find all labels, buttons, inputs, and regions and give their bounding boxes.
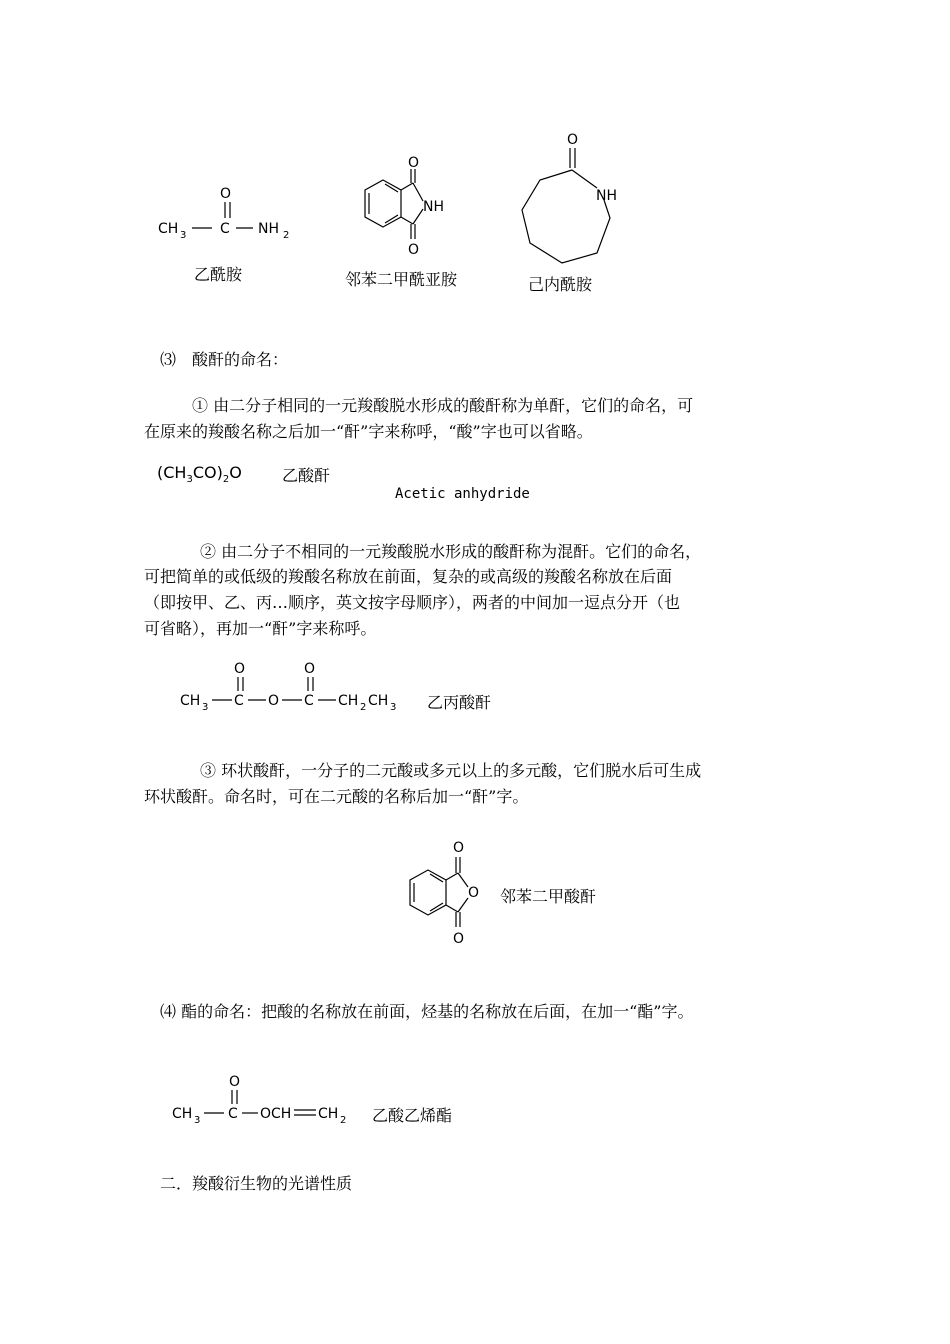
anhydride-heading: ⑶ 酸酐的命名：	[160, 350, 289, 369]
phthalic-anhydride-label: 邻苯二甲酸酐	[500, 887, 597, 906]
svg-text:CH: CH	[338, 693, 359, 709]
svg-text:O: O	[268, 693, 280, 709]
svg-text:2: 2	[283, 230, 290, 241]
svg-text:3: 3	[194, 1115, 201, 1126]
svg-text:O: O	[453, 931, 465, 947]
caprolactam-structure	[512, 128, 632, 278]
phthalimide-structure	[355, 155, 465, 265]
acetic-anhydride-label: 乙酸酐	[282, 466, 331, 485]
acetamide-nh: NH	[258, 221, 279, 237]
svg-text:C: C	[304, 693, 314, 709]
anhydride-p2-line2: 可把简单的或低级的羧酸名称放在前面，复杂的或高级的羧酸名称放在后面	[144, 567, 673, 586]
acetamide-structure	[150, 180, 300, 250]
phthalimide-nh: NH	[423, 199, 444, 215]
anhydride-p1-line1: ① 由二分子相同的一元羧酸脱水形成的酸酐称为单酐，它们的命名，可	[192, 396, 694, 415]
section2-heading: 二．羧酸衍生物的光谱性质	[160, 1174, 353, 1193]
anhydride-p2-line4: 可省略），再加一“酐”字来称呼。	[144, 619, 377, 638]
acetic-propionic-anhydride-label: 乙丙酸酐	[427, 693, 492, 712]
anhydride-p3-line2: 环状酸酐。命名时，可在二元酸的名称后加一“酐”字。	[144, 787, 529, 806]
svg-text:2: 2	[340, 1115, 347, 1126]
svg-text:3: 3	[390, 702, 397, 713]
caprolactam-o: O	[567, 132, 579, 148]
anhydride-p1-line2: 在原来的羧酸名称之后加一“酐”字来称呼，“酸”字也可以省略。	[144, 422, 593, 441]
svg-text:O: O	[468, 885, 480, 901]
caprolactam-nh: NH	[596, 188, 617, 204]
svg-text:2: 2	[360, 702, 367, 713]
anhydride-p3-line1: ③ 环状酸酐，一分子的二元酸或多元以上的多元酸，它们脱水后可生成	[200, 761, 702, 780]
acetic-anhydride-english: Acetic anhydride	[395, 486, 530, 502]
acetamide-o: O	[220, 186, 232, 202]
anhydride-p2-line1: ② 由二分子不相同的一元羧酸脱水形成的酸酐称为混酐。它们的命名，	[200, 542, 702, 561]
svg-text:C: C	[228, 1106, 238, 1122]
phthalimide-o-top: O	[408, 155, 420, 171]
svg-text:C: C	[234, 693, 244, 709]
caprolactam-label: 己内酰胺	[528, 275, 593, 294]
acetamide-ch3: CH	[158, 221, 179, 237]
svg-text:CH: CH	[368, 693, 389, 709]
svg-text:CH: CH	[180, 693, 201, 709]
phthalimide-o-bottom: O	[408, 242, 420, 258]
svg-text:CH: CH	[318, 1106, 339, 1122]
ester-heading: ⑷ 酯的命名：把酸的名称放在前面，烃基的名称放在后面，在加一“酯”字。	[160, 1002, 694, 1021]
svg-text:O: O	[229, 1074, 241, 1090]
svg-text:O: O	[234, 661, 246, 677]
svg-text:O: O	[304, 661, 316, 677]
anhydride-p2-line3: （即按甲、乙、丙…顺序，英文按字母顺序），两者的中间加一逗点分开（也	[144, 593, 681, 612]
phthalimide-label: 邻苯二甲酰亚胺	[345, 270, 458, 289]
vinyl-acetate-structure	[170, 1068, 370, 1128]
acetic-anhydride-formula: $(CH_3CO)_2O$	[157, 463, 242, 486]
phthalic-anhydride-structure	[403, 835, 493, 950]
svg-text:O: O	[453, 840, 465, 856]
acetamide-label: 乙酰胺	[194, 265, 243, 284]
svg-text:CH: CH	[172, 1106, 193, 1122]
svg-text:OCH: OCH	[260, 1106, 292, 1122]
svg-text:3: 3	[202, 702, 209, 713]
acetamide-c: C	[220, 221, 230, 237]
svg-text:3: 3	[180, 230, 187, 241]
vinyl-acetate-label: 乙酸乙烯酯	[372, 1106, 453, 1125]
